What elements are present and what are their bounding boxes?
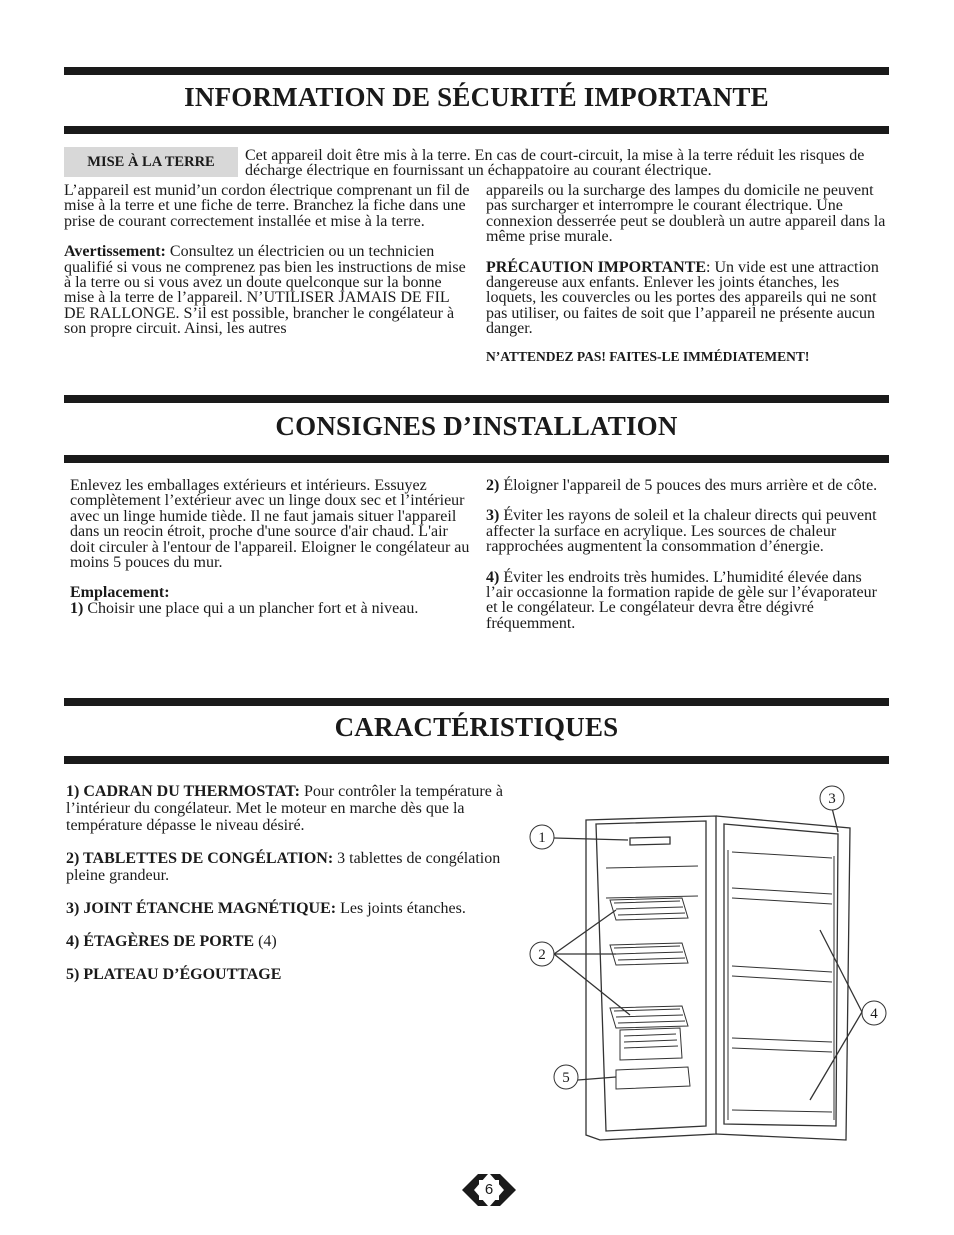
section-rule-bottom [64, 756, 889, 764]
page-number-badge [460, 1170, 520, 1210]
features-heading: CARACTÉRISTIQUES [334, 712, 619, 742]
feature-drip-tray: 5) PLATEAU D’ÉGOUTTAGE [66, 966, 282, 983]
feature-shelves: 2) TABLETTES DE CONGÉLATION: 3 tablettes de congélation pleine grandeur. [66, 850, 501, 884]
safety-heading: INFORMATION DE SÉCURITÉ IMPORTANTE [184, 82, 769, 112]
page-number: 6 [484, 1181, 494, 1198]
urgent-notice: N’ATTENDEZ PAS! FAITES-LE IMMÉDIATEMENT! [486, 348, 810, 364]
safety-right-column [486, 183, 890, 364]
feature-thermostat: 1) CADRAN DU THERMOSTAT: Pour contrôler la température à l’intérieur du congélateur. Met le moteur en marche dès que la température dépasse le niveau désiré. [66, 783, 503, 834]
grounding-paragraph: L’appareil est munid’un cordon électrique comprenant un fil de mise à la terre et une fiche de terre. Branchez la fiche dans une prise de courant correctement installée et mise à la terre. [64, 182, 470, 230]
install-item-1: 1) Choisir une place qui a un plancher fort et à niveau. [70, 599, 419, 617]
section-rule-bottom [64, 126, 889, 134]
overload-paragraph: appareils ou la surcharge des lampes du domicile ne peuvent pas surcharger et interrompre le courant électrique. Une connexion desserrée peut se doublerà un autre appareil dans la même prise murale. [486, 182, 886, 246]
install-right-column [486, 478, 890, 631]
callout-3-leader [832, 808, 838, 832]
callout-5-label: 5 [562, 1070, 570, 1086]
warning-paragraph: Avertissement: Consultez un électricien ou un technicien qualifié si vous ne comprenez pas bien les instructions de mise à la terre ou si vous avez un doute quelconque sur la bonne mise à la terre de l’appareil. N’UTILISER JAMAIS DE FIL DE RALLONGE. S’il est possible, brancher le congélateur à son propre circuit. Ainsi, les autres [64, 243, 466, 338]
install-item-2: 2) Éloigner l'appareil de 5 pouces des murs arrière et de côte. [486, 477, 878, 494]
features-list [66, 783, 506, 983]
ground-label: MISE À LA TERRE [64, 147, 238, 177]
callout-1-label: 1 [538, 830, 546, 846]
callout-2-leader [554, 910, 630, 1015]
shelf-group [606, 866, 698, 1089]
section-rule-top [64, 67, 889, 75]
section-rule-top [64, 698, 889, 706]
install-left-column [70, 478, 470, 616]
feature-door-racks: 4) ÉTAGÈRES DE PORTE (4) [66, 933, 277, 950]
section-rule-top [64, 395, 889, 403]
callout-4-label: 4 [870, 1006, 878, 1022]
feature-gasket: 3) JOINT ÉTANCHE MAGNÉTIQUE: Les joints étanches. [66, 900, 466, 917]
door-rack-group [728, 850, 834, 1120]
install-item-3: 3) Éviter les rayons de soleil et la chaleur directs qui peuvent affecter la surface en acrylique. Les sources de chaleur rapprochées augmentent la consommation d’énergie. [486, 507, 877, 556]
install-heading: CONSIGNES D’INSTALLATION [275, 411, 678, 441]
precaution-paragraph: PRÉCAUTION IMPORTANTE: Un vide est une attraction dangereuse aux enfants. Enlever les joints étanches, les loquets, les couvercles ou les portes des appareils qui ne sont pas utiliser, ou faites de soit que l’appareil ne présente aucun danger. [486, 258, 879, 338]
callout-5-leader [578, 1077, 616, 1080]
ground-intro: Cet appareil doit être mis à la terre. En cas de court-circuit, la mise à la terre réduit les risques de décharge électrique en fournissant un échappatoire au courant électrique. [245, 147, 865, 180]
freezer-illustration [520, 780, 900, 1150]
unpacking-paragraph: Enlevez les emballages extérieurs et intérieurs. Essuyez complètement l’extérieur avec un linge doux sec et l’intérieur avec un linge humide tiède. Il ne faut jamais situer l'appareil dans un reocin étroit, proche d'une source d'air chaud. L'air doit circuler à l'entour de l'appareil. Eloigner le congélateur au moins 5 pouces du mur. [70, 477, 470, 572]
install-item-4: 4) Éviter les endroits très humides. L’humidité élevée dans l’air occasionne la formation rapide de gèle sur l’évaporateur et le congélateur. Le congélateur devra être dégivré fréquemment. [486, 568, 877, 632]
location-label: Emplacement: [70, 584, 170, 602]
safety-left-column [64, 183, 470, 337]
callout-2-label: 2 [538, 947, 546, 963]
callout-1-leader [554, 838, 628, 840]
callout-3-label: 3 [828, 791, 836, 807]
section-rule-bottom [64, 455, 889, 463]
